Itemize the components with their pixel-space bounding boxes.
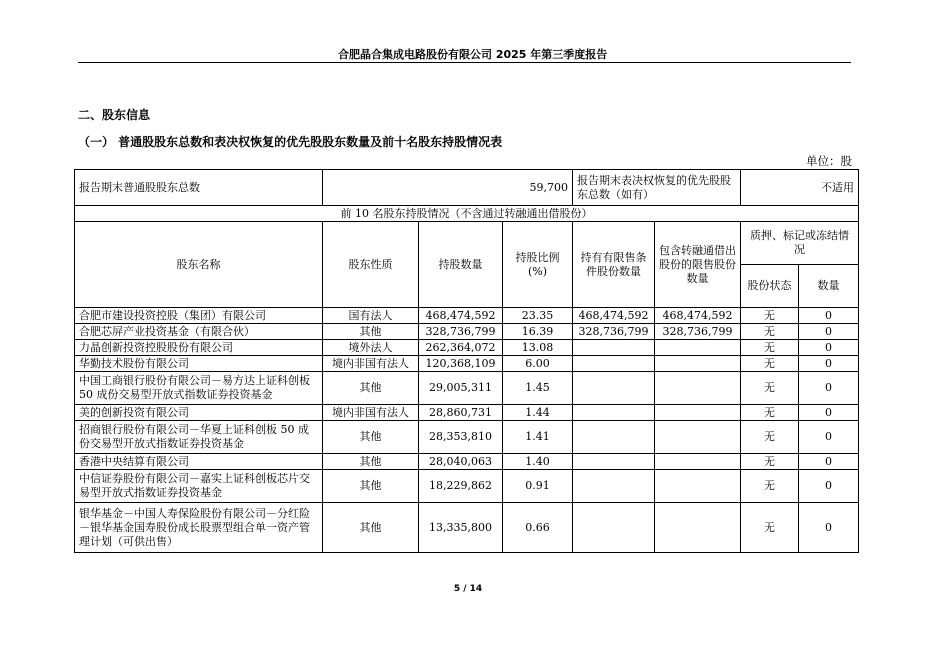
top10-title: 前 10 名股东持股情况（不含通过转融通出借股份） — [75, 206, 859, 222]
table-row — [75, 405, 859, 421]
cell-qty: 0 — [799, 421, 859, 454]
cell-ratio: 1.44 — [503, 405, 573, 421]
cell-qty: 0 — [799, 372, 859, 405]
cell-name: 香港中央结算有限公司 — [75, 454, 323, 470]
cell-name: 力晶创新投资控股股份有限公司 — [75, 340, 323, 356]
cell-name: 合肥芯屏产业投资基金（有限合伙） — [75, 324, 323, 340]
cell-ratio: 1.41 — [503, 421, 573, 454]
cell-shares: 13,335,800 — [419, 503, 503, 553]
table-row — [75, 454, 859, 470]
table-row — [75, 356, 859, 372]
table-row — [75, 470, 859, 503]
cell-status: 无 — [741, 324, 799, 340]
cell-nature: 境外法人 — [323, 340, 419, 356]
cell-restricted: 468,474,592 — [573, 308, 655, 324]
section-title: 二、股东信息 — [78, 108, 151, 122]
cell-nature: 其他 — [323, 503, 419, 553]
cell-nature: 其他 — [323, 454, 419, 470]
cell-restricted — [573, 470, 655, 503]
cell-status: 无 — [741, 421, 799, 454]
header-row-1 — [75, 222, 859, 265]
cell-name: 中国工商银行股份有限公司－易方达上证科创板 50 成份交易型开放式指数证券投资基金 — [75, 372, 323, 405]
cell-lending — [655, 340, 741, 356]
cell-nature: 国有法人 — [323, 308, 419, 324]
header-rule — [78, 62, 851, 63]
cell-name: 银华基金－中国人寿保险股份有限公司－分红险－银华基金国寿股份成长股票型组合单一资产管理计划（可供出售） — [75, 503, 323, 553]
cell-ratio: 0.91 — [503, 470, 573, 503]
cell-qty: 0 — [799, 454, 859, 470]
shareholder-table — [74, 169, 859, 553]
cell-lending — [655, 356, 741, 372]
table-row — [75, 372, 859, 405]
col-shares-header: 持股数量 — [419, 222, 503, 308]
cell-restricted: 328,736,799 — [573, 324, 655, 340]
cell-lending — [655, 503, 741, 553]
col-lending-header: 包含转融通借出股份的限售股份数量 — [655, 222, 741, 308]
cell-name: 招商银行股份有限公司－华夏上证科创板 50 成份交易型开放式指数证券投资基金 — [75, 421, 323, 454]
cell-shares: 29,005,311 — [419, 372, 503, 405]
cell-qty: 0 — [799, 308, 859, 324]
cell-lending: 468,474,592 — [655, 308, 741, 324]
cell-nature: 境内非国有法人 — [323, 356, 419, 372]
cell-status: 无 — [741, 454, 799, 470]
cell-ratio: 1.45 — [503, 372, 573, 405]
cell-nature: 其他 — [323, 421, 419, 454]
cell-status: 无 — [741, 503, 799, 553]
table-row — [75, 324, 859, 340]
cell-nature: 其他 — [323, 372, 419, 405]
cell-lending: 328,736,799 — [655, 324, 741, 340]
cell-status: 无 — [741, 405, 799, 421]
cell-lending — [655, 470, 741, 503]
col-restricted-header: 持有有限售条件股份数量 — [573, 222, 655, 308]
cell-lending — [655, 454, 741, 470]
col-pledge-status-header: 股份状态 — [741, 265, 799, 308]
cell-shares: 28,040,063 — [419, 454, 503, 470]
table-row — [75, 308, 859, 324]
page-number: 5 / 14 — [453, 584, 483, 594]
col-nature-header: 股东性质 — [323, 222, 419, 308]
pref-holders-label: 报告期末表决权恢复的优先股股东总数（如有） — [573, 170, 741, 206]
summary-row — [75, 170, 859, 206]
table-row — [75, 503, 859, 553]
cell-restricted — [573, 503, 655, 553]
cell-restricted — [573, 454, 655, 470]
cell-nature: 其他 — [323, 470, 419, 503]
cell-shares: 18,229,862 — [419, 470, 503, 503]
cell-lending — [655, 421, 741, 454]
cell-status: 无 — [741, 470, 799, 503]
cell-qty: 0 — [799, 405, 859, 421]
total-holders-value: 59,700 — [323, 170, 573, 206]
cell-qty: 0 — [799, 324, 859, 340]
cell-ratio: 1.40 — [503, 454, 573, 470]
cell-shares: 328,736,799 — [419, 324, 503, 340]
table-row — [75, 340, 859, 356]
cell-status: 无 — [741, 308, 799, 324]
cell-shares: 28,353,810 — [419, 421, 503, 454]
cell-shares: 120,368,109 — [419, 356, 503, 372]
cell-ratio: 16.39 — [503, 324, 573, 340]
top10-title-row — [75, 206, 859, 222]
cell-status: 无 — [741, 372, 799, 405]
cell-restricted — [573, 405, 655, 421]
section-subtitle: （一） 普通股股东总数和表决权恢复的优先股股东数量及前十名股东持股情况表 — [78, 135, 503, 149]
cell-qty: 0 — [799, 356, 859, 372]
col-name-header: 股东名称 — [75, 222, 323, 308]
total-holders-label: 报告期末普通股股东总数 — [75, 170, 323, 206]
pref-holders-value: 不适用 — [741, 170, 859, 206]
cell-shares: 262,364,072 — [419, 340, 503, 356]
cell-qty: 0 — [799, 470, 859, 503]
col-pledge-qty-header: 数量 — [799, 265, 859, 308]
cell-restricted — [573, 356, 655, 372]
cell-name: 华勤技术股份有限公司 — [75, 356, 323, 372]
cell-restricted — [573, 372, 655, 405]
cell-lending — [655, 405, 741, 421]
cell-restricted — [573, 421, 655, 454]
cell-ratio: 13.08 — [503, 340, 573, 356]
cell-qty: 0 — [799, 340, 859, 356]
cell-name: 美的创新投资有限公司 — [75, 405, 323, 421]
cell-name: 合肥市建设投资控股（集团）有限公司 — [75, 308, 323, 324]
cell-lending — [655, 372, 741, 405]
col-pledge-header: 质押、标记或冻结情况 — [741, 222, 859, 265]
col-ratio-header: 持股比例(%) — [503, 222, 573, 308]
cell-nature: 境内非国有法人 — [323, 405, 419, 421]
cell-ratio: 0.66 — [503, 503, 573, 553]
cell-restricted — [573, 340, 655, 356]
cell-nature: 其他 — [323, 324, 419, 340]
cell-qty: 0 — [799, 503, 859, 553]
cell-ratio: 23.35 — [503, 308, 573, 324]
cell-shares: 468,474,592 — [419, 308, 503, 324]
cell-name: 中信证券股份有限公司－嘉实上证科创板芯片交易型开放式指数证券投资基金 — [75, 470, 323, 503]
report-header-title: 合肥晶合集成电路股份有限公司 2025 年第三季度报告 — [338, 48, 608, 61]
cell-shares: 28,860,731 — [419, 405, 503, 421]
cell-ratio: 6.00 — [503, 356, 573, 372]
cell-status: 无 — [741, 356, 799, 372]
table-row — [75, 421, 859, 454]
cell-status: 无 — [741, 340, 799, 356]
unit-label: 单位：股 — [806, 154, 852, 168]
